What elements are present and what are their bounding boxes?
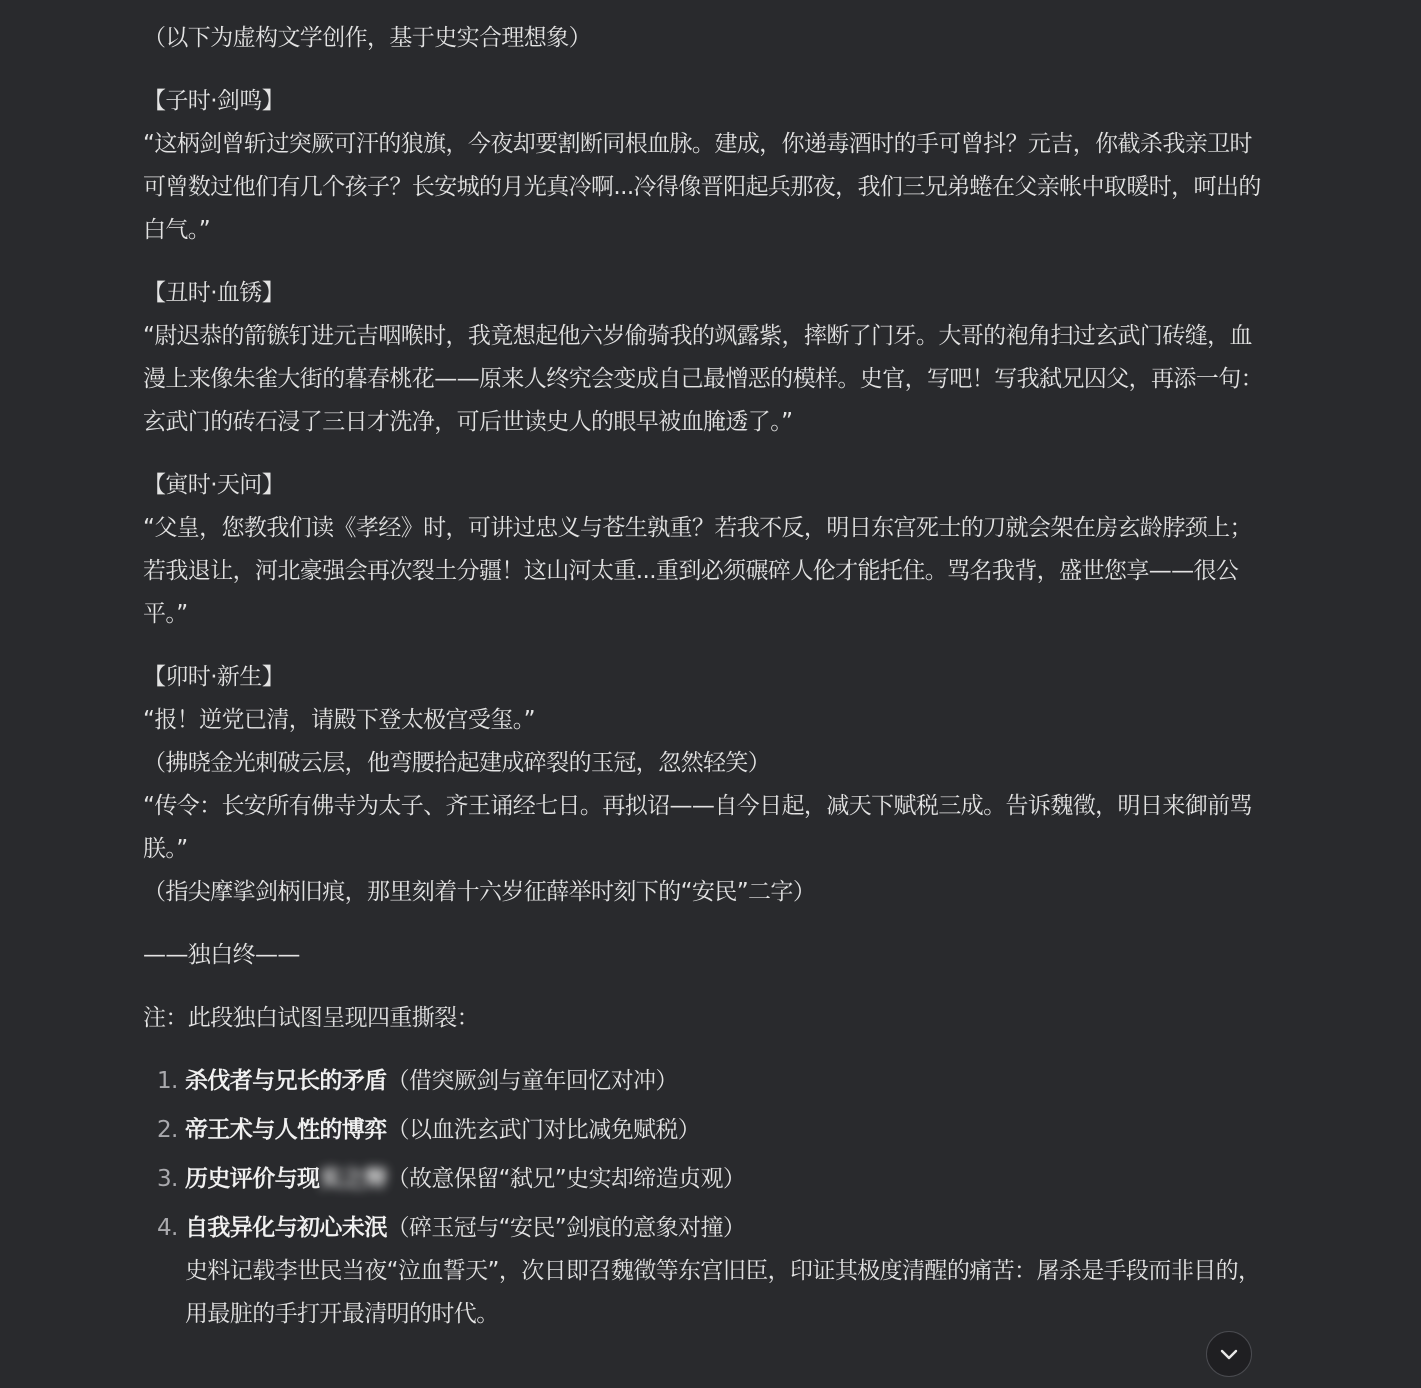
section-text: “尉迟恭的箭镞钉进元吉咽喉时，我竟想起他六岁偷骑我的飒露紫，摔断了门牙。大哥的袍角扫过玄武门砖缝，血漫上来像朱雀大街的暮春桃花——原来人终究会变成自己最憎恶的模样。史官，写吧！写我弑兄囚父，再添一句：玄武门的砖石浸了三日才洗净，可后世读史人的眼早被血腌透了。” <box>143 323 1264 435</box>
note-rest: （故意保留“弑兄”史实却缔造贞观） <box>386 1166 746 1192</box>
note-bold: 自我异化与初心未泯 <box>185 1215 387 1241</box>
section-yin <box>143 464 1273 636</box>
list-item <box>143 1207 1273 1336</box>
note-list <box>143 1060 1273 1336</box>
intro-text: （以下为虚构文学创作，基于史实合理想象） <box>143 25 592 51</box>
section-zi <box>143 80 1273 252</box>
section-mao <box>143 656 1273 914</box>
list-item <box>143 1109 1273 1152</box>
section-heading: 【子时·剑鸣】 <box>143 88 285 114</box>
note-title: 注：此段独白试图呈现四重撕裂： <box>143 1005 480 1031</box>
note-rest: （借突厥剑与童年回忆对冲） <box>386 1068 678 1094</box>
section-line: “报！逆党已清，请殿下登太极宫受玺。” <box>143 707 535 733</box>
note-bold: 帝王术与人性的博弈 <box>185 1117 387 1143</box>
note-extra: 史料记载李世民当夜“泣血誓天”，次日即召魏徵等东宫旧臣，印证其极度清醒的痛苦：屠杀是手段而非目的，用最脏的手打开最清明的时代。 <box>185 1258 1261 1327</box>
response-body <box>143 17 1273 1342</box>
scroll-to-bottom-button[interactable] <box>1206 1331 1252 1377</box>
section-heading: 【卯时·新生】 <box>143 664 285 690</box>
list-number: 1. <box>157 1068 178 1094</box>
section-line: “传令：长安所有佛寺为太子、齐王诵经七日。再拟诏——自今日起，减天下赋税三成。告诉魏徵，明日来御前骂朕。” <box>143 793 1252 862</box>
list-number: 3. <box>157 1166 178 1192</box>
section-text: “这柄剑曾斩过突厥可汗的狼旗，今夜却要割断同根血脉。建成，你递毒酒时的手可曾抖？元吉，你截杀我亲卫时可曾数过他们有几个孩子？长安城的月光真冷啊...冷得像晋阳起兵那夜，我们三兄弟蜷在父亲帐中取暖时，呵出的白气。” <box>143 131 1261 243</box>
list-item <box>143 1158 1273 1201</box>
chevron-down-icon <box>1217 1342 1241 1366</box>
ending-text: ——独白终—— <box>143 942 300 968</box>
section-line: （指尖摩挲剑柄旧痕，那里刻着十六岁征薛举时刻下的“安民”二字） <box>143 879 816 905</box>
section-heading: 【丑时·血锈】 <box>143 280 285 306</box>
section-heading: 【寅时·天问】 <box>143 472 285 498</box>
note-bold: 历史评价与现 <box>185 1166 320 1192</box>
section-line: （拂晓金光刺破云层，他弯腰拾起建成碎裂的玉冠，忽然轻笑） <box>143 750 771 776</box>
note-rest: （碎玉冠与“安民”剑痕的意象对撞） <box>386 1215 746 1241</box>
note-bold: 杀伐者与兄长的矛盾 <box>185 1068 387 1094</box>
section-chou <box>143 272 1273 444</box>
list-number: 2. <box>157 1117 178 1143</box>
section-text: “父皇，您教我们读《孝经》时，可讲过忠义与苍生孰重？若我不反，明日东宫死士的刀就会架在房玄龄脖颈上；若我退让，河北豪强会再次裂土分疆！这山河太重...重到必须碾碎人伦才能托住。骂名我背，盛世您享——很公平。” <box>143 515 1252 627</box>
note-rest: （以血洗玄武门对比减免赋税） <box>386 1117 701 1143</box>
obscured-text: 实之辩 <box>319 1166 387 1192</box>
list-item <box>143 1060 1273 1103</box>
list-number: 4. <box>157 1215 178 1241</box>
